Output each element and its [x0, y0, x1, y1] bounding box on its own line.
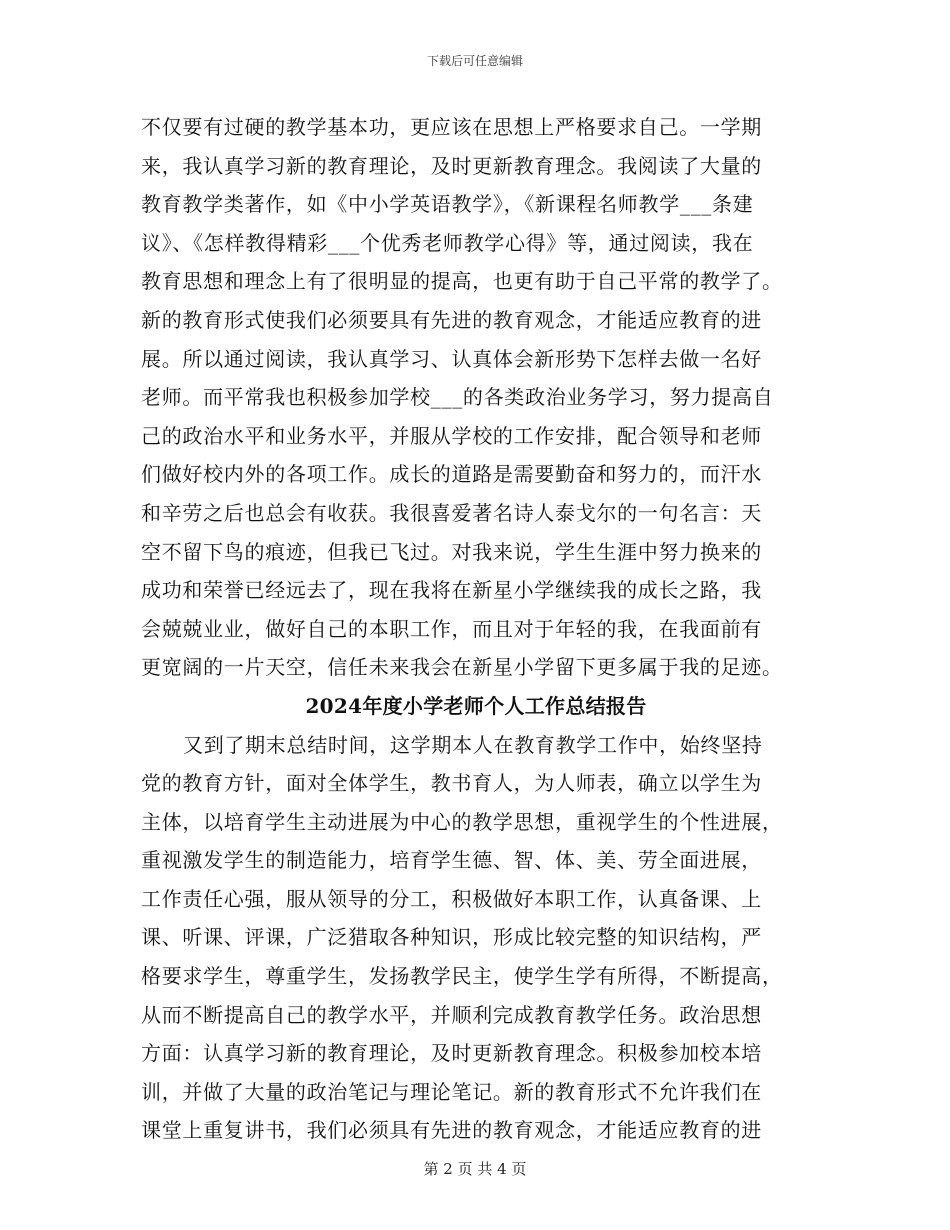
body-line: 不仅要有过硬的教学基本功，更应该在思想上严格要求自己。一学期 — [141, 115, 762, 139]
body-line: 会兢兢业业，做好自己的本职工作，而且对于年轻的我，在我面前有 — [141, 616, 762, 641]
body-line: 课、听课、评课，广泛猎取各种知识，形成比较完整的知识结构，严 — [141, 925, 762, 950]
body-line: 教育思想和理念上有了很明显的提高，也更有助于自己平常的教学了。 — [141, 269, 783, 294]
document-body — [141, 108, 811, 1150]
body-line: 主体，以培育学生主动进展为中心的教学思想，重视学生的个性进展， — [141, 809, 783, 834]
body-line: 空不留下鸟的痕迹，但我已飞过。对我来说，学生生涯中努力换来的 — [141, 539, 762, 564]
body-line: 格要求学生，尊重学生，发扬教学民主，使学生学有所得，不断提高， — [141, 964, 783, 989]
body-line: 们做好校内外的各项工作。成长的道路是需要勤奋和努力的，而汗水 — [141, 462, 762, 487]
section-title: 2024年度小学老师个人工作总结报告 — [305, 693, 647, 718]
body-line: 课堂上重复讲书，我们必须具有先进的教育观念，才能适应教育的进 — [141, 1118, 762, 1143]
body-line: 从而不断提高自己的教学水平，并顺利完成教育教学任务。政治思想 — [141, 1002, 762, 1027]
body-line: 更宽阔的一片天空，信任未来我会在新星小学留下更多属于我的足迹。 — [141, 655, 783, 680]
body-line: 成功和荣誉已经远去了，现在我将在新星小学继续我的成长之路，我 — [141, 578, 762, 603]
body-line: 己的政治水平和业务水平，并服从学校的工作安排，配合领导和老师 — [141, 423, 762, 448]
body-line: 训，并做了大量的政治笔记与理论笔记。新的教育形式不允许我们在 — [141, 1079, 762, 1104]
body-line: 老师。而平常我也积极参加学校___的各类政治业务学习，努力提高自 — [141, 385, 774, 410]
body-line: 又到了期末总结时间，这学期本人在教育教学工作中，始终坚持 — [183, 732, 763, 757]
page-number: 第 2 页 共 4 页 — [423, 1160, 527, 1178]
body-line: 教育教学类著作，如《中小学英语教学》，《新课程名师教学___条建 — [141, 192, 754, 217]
body-line: 议》、《怎样教得精彩___个优秀老师教学心得》等，通过阅读，我在 — [141, 230, 754, 255]
body-line: 新的教育形式使我们必须要具有先进的教育观念，才能适应教育的进 — [141, 307, 762, 332]
body-line: 工作责任心强，服从领导的分工，积极做好本职工作，认真备课、上 — [141, 886, 762, 911]
body-line: 展。所以通过阅读，我认真学习、认真体会新形势下怎样去做一名好 — [141, 346, 762, 371]
body-line: 方面：认真学习新的教育理论，及时更新教育理念。积极参加校本培 — [141, 1041, 762, 1066]
body-line: 来，我认真学习新的教育理论，及时更新教育理念。我阅读了大量的 — [141, 153, 762, 178]
body-line: 和辛劳之后也总会有收获。我很喜爱著名诗人泰戈尔的一句名言：天 — [141, 500, 762, 525]
body-line: 重视激发学生的制造能力，培育学生德、智、体、美、劳全面进展， — [141, 848, 762, 873]
page-header: 下载后可任意编辑 — [426, 54, 523, 68]
body-line: 党的教育方针，面对全体学生，教书育人，为人师表，确立以学生为 — [141, 771, 762, 796]
